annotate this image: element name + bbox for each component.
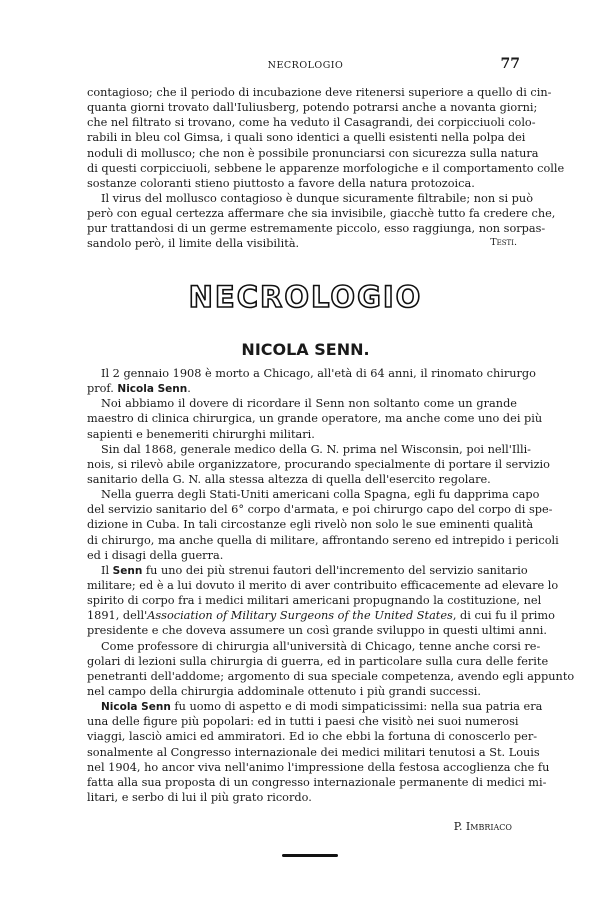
text-line [87, 669, 575, 684]
running-header: NECROLOGIO [267, 60, 344, 71]
text-segment: di chirurgo, ma anche quella di militare, affrontando sereno ed intrepido i pericoli [87, 533, 559, 547]
text-line [87, 623, 548, 638]
page-number: 77 [500, 56, 520, 72]
text-segment: sandolo però, il limite della visibilità. [87, 237, 300, 251]
text-segment: Il [101, 563, 113, 577]
text-segment: . [187, 382, 191, 396]
text-line [87, 411, 543, 426]
text-line [87, 427, 517, 442]
text-line [87, 608, 555, 623]
text-segment: nel 1904, ho ancor viva nell'animo l'impressione della festosa accoglienza che fu [87, 760, 550, 774]
text-line [87, 206, 556, 221]
text-segment: quanta giorni trovato dall'Iuliusberg, potendo potrarsi anche a novanta giorni; [87, 101, 538, 115]
article-signature: P. Imbriaco [453, 820, 512, 833]
text-line [87, 100, 538, 115]
text-line [87, 161, 565, 176]
text-line [87, 146, 539, 161]
text-segment: del servizio sanitario del 6° corpo d'armata, e poi chirurgo capo del corpo di spe- [87, 503, 553, 517]
text-line [87, 366, 536, 381]
text-line [87, 548, 517, 563]
text-segment: nois, si rilevò abile organizzatore, procurando specialmente di portare il servizio [87, 457, 550, 471]
text-segment: Sin dal 1868, generale medico della G. N. prima nel Wisconsin, poi nell'Illi- [101, 442, 531, 456]
bold-name: Senn [112, 564, 143, 577]
text-line [87, 578, 559, 593]
text-segment: golari di lezioni sulla chirurgia di guerra, ed in particolare sulla cura delle ferite [87, 654, 549, 668]
closing-rule [282, 854, 338, 857]
text-segment: dizione in Cuba. In tali circostanze egli rivelò non solo le sue eminenti qualità [87, 518, 534, 532]
text-line [87, 533, 559, 548]
previous-article-text [87, 85, 565, 252]
text-line [87, 442, 531, 457]
text-segment: litari, e serbo di lui il più grato ricordo. [87, 790, 312, 804]
text-line [87, 130, 526, 145]
text-line [87, 760, 550, 775]
text-line [87, 381, 517, 396]
text-segment: rabili in bleu col Gimsa, i quali sono identici a quelli esistenti nella polpa dei [87, 131, 526, 145]
text-line [87, 396, 517, 411]
text-segment: sapienti e benemeriti chirurghi militari. [87, 427, 315, 441]
text-segment: però con egual certezza affermare che sia invisibile, giacchè tutto fa credere che, [87, 207, 556, 221]
text-segment: ed i disagi della guerra. [87, 548, 224, 562]
text-segment: fu uno dei più strenui fautori dell'incremento del servizio sanitario [142, 563, 528, 577]
text-line [87, 457, 550, 472]
text-segment: spirito di corpo fra i medici militari americani propugnando la costituzione, nel [87, 594, 542, 608]
text-line [87, 790, 517, 805]
text-line [87, 191, 533, 206]
text-line [87, 487, 540, 502]
bold-name: Nicola Senn [117, 383, 188, 396]
bold-name: Nicola Senn [101, 701, 171, 714]
text-line [87, 729, 538, 744]
text-segment: penetranti dell'addome; argomento di sua speciale competenza, avendo egli appunto [87, 669, 575, 683]
text-segment: fu uomo di aspetto e di modi simpaticissimi: nella sua patria era [170, 700, 543, 714]
section-title: NECROLOGIO [188, 280, 423, 314]
text-segment: 1891, dell' [87, 609, 148, 623]
text-segment: sanitario della G. N. alla stessa altezza di quella dell'esercito regolare. [87, 472, 491, 486]
text-segment: Nella guerra degli Stati-Uniti americani colla Spagna, egli fu dapprima capo [101, 488, 540, 502]
text-segment: fatta alla sua proposta di un congresso internazionale permanente di medici mi- [87, 775, 547, 789]
text-segment: noduli di mollusco; che non è possibile pronunciarsi con sicurezza sulla natura [87, 146, 539, 160]
text-segment: maestro di clinica chirurgica, un grande operatore, ma anche come uno dei più [87, 412, 543, 426]
text-segment: militare; ed è a lui dovuto il merito di aver contribuito efficacemente ad elevare lo [87, 578, 559, 592]
text-line [87, 85, 552, 100]
text-line [87, 115, 536, 130]
text-segment: sonalmente al Congresso internazionale dei medici militari tenutosi a St. Louis [87, 745, 540, 759]
text-line [87, 593, 542, 608]
text-line [87, 563, 528, 578]
text-segment: viaggi, lasciò amici ed ammiratori. Ed io che ebbi la fortuna di conoscerlo per- [87, 730, 538, 744]
text-line [87, 699, 543, 714]
text-segment: una delle figure più popolari: ed in tutti i paesi che visitò nei suoi numerosi [87, 715, 519, 729]
text-line [87, 745, 540, 760]
article-text [87, 366, 575, 805]
text-segment: Il virus del mollusco contagioso è dunque sicuramente filtrabile; non si può [101, 191, 533, 205]
text-line [87, 517, 534, 532]
text-segment: contagioso; che il periodo di incubazione deve ritenersi superiore a quello di cin- [87, 86, 552, 99]
italic-text: Association of Military Surgeons of the United States [147, 609, 453, 623]
text-segment: , di cui fu il primo [452, 609, 555, 623]
text-line [87, 684, 517, 699]
text-line [87, 639, 541, 654]
text-segment: prof. [87, 382, 118, 396]
text-segment: nel campo della chirurgia addominale ottenuto i più grandi successi. [87, 684, 481, 698]
text-line [87, 502, 553, 517]
text-segment: presidente e che doveva assumere un così grande sviluppo in questi ultimi anni. [87, 624, 548, 638]
text-line [87, 221, 546, 236]
text-line [87, 775, 547, 790]
text-line [87, 176, 517, 191]
text-segment: sostanze coloranti stieno piuttosto a favore della natura protozoica. [87, 176, 475, 190]
text-segment: che nel filtrato si trovano, come ha veduto il Casagrandi, dei corpicciuoli colo- [87, 116, 536, 130]
article-title: NICOLA SENN. [241, 340, 370, 359]
text-line [87, 472, 517, 487]
text-segment: Noi abbiamo il dovere di ricordare il Senn non soltanto come un grande [101, 397, 517, 411]
text-segment: di questi corpicciuoli, sebbene le apparenze morfologiche e il comportamento colle [87, 161, 565, 175]
text-line [87, 714, 517, 729]
previous-article-signature: Testi. [490, 237, 517, 248]
text-segment: Il 2 gennaio 1908 è morto a Chicago, all'età di 64 anni, il rinomato chirurgo [101, 367, 536, 380]
text-segment: Come professore di chirurgia all'università di Chicago, tenne anche corsi re- [101, 639, 541, 653]
text-segment: pur trattandosi di un germe estremamente piccolo, esso raggiunga, non sorpas- [87, 222, 546, 236]
text-line [87, 654, 549, 669]
